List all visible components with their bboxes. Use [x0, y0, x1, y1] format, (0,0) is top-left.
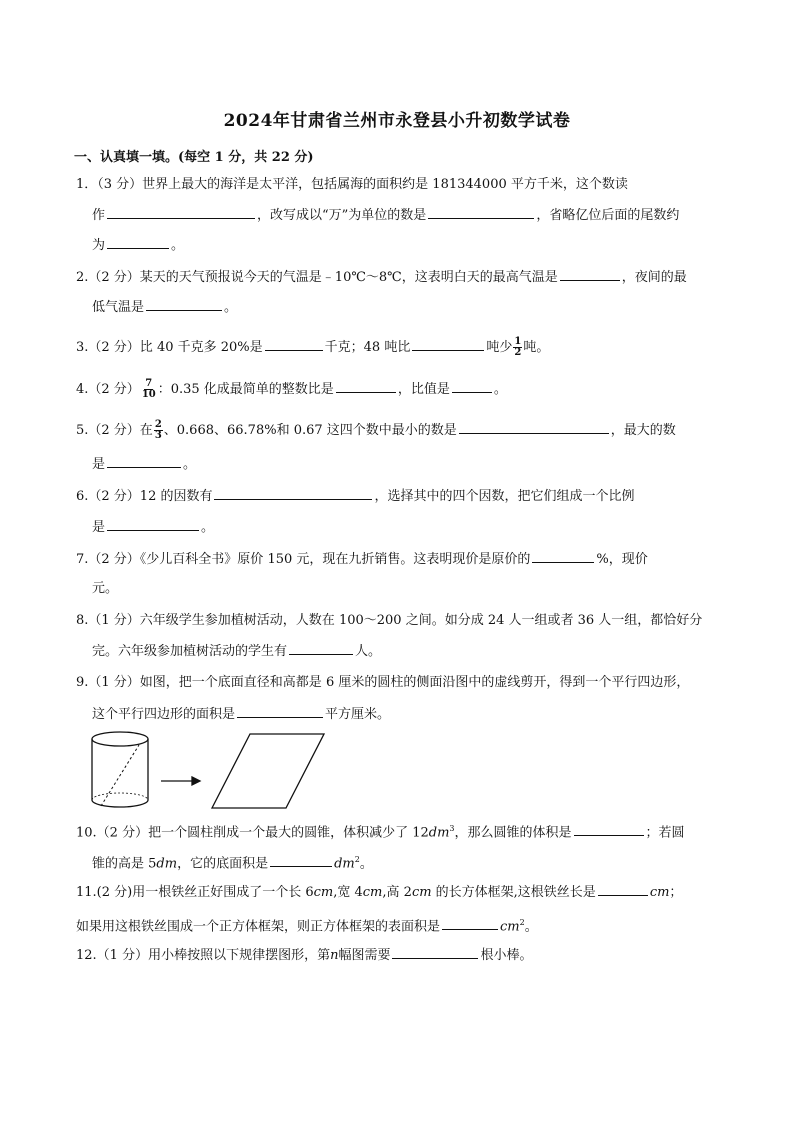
answer-blank[interactable] — [107, 236, 169, 249]
cylinder-shape — [92, 732, 148, 807]
page-title: 2024年甘肃省兰州市永登县小升初数学试卷 — [223, 111, 571, 131]
fraction: $\frac{2}{3}$ — [154, 419, 162, 441]
question-5-line-1: 5.（2 分）在 $\frac{2}{3}$ 、0.668、66.78%和 0.67 这四个数中最小的数是 ，最大的数 — [76, 419, 676, 441]
question-12: 12.（1 分）用小棒按照以下规律摆图形，第n幅图需要 根小棒。 — [76, 948, 533, 963]
answer-blank[interactable] — [265, 338, 323, 351]
answer-blank[interactable] — [532, 550, 594, 563]
question-6-line-1: 6.（2 分）12 的因数有 ，选择其中的四个因数，把它们组成一个比例 — [76, 489, 635, 504]
answer-blank[interactable] — [392, 946, 478, 959]
cylinder-to-parallelogram-figure — [88, 728, 328, 814]
question-8-line-1: 8.（1 分）六年级学生参加植树活动，人数在 100～200 之间。如分成 24 人一组或者 36 人一组，都恰好分 — [76, 613, 703, 628]
answer-blank[interactable] — [560, 268, 620, 281]
answer-blank[interactable] — [107, 206, 255, 219]
answer-blank[interactable] — [107, 518, 199, 531]
fraction: $\frac{7}{10}$ — [141, 378, 156, 400]
question-11-line-1: 11.(2 分)用一根铁丝正好围成了一个长 6cm,宽 4cm,高 2cm 的长方体框架,这根铁丝长是 cm； — [76, 885, 683, 900]
question-10-line-1: 10.（2 分）把一个圆柱削成一个最大的圆锥，体积减少了 $12dm^3$，那么圆锥的体积是 ；若圆 — [76, 824, 685, 841]
parallelogram-shape — [212, 734, 324, 808]
question-7-line-2: 元。 — [92, 581, 119, 596]
question-7-line-1: 7.（2 分）《少儿百科全书》原价 150 元，现在九折销售。这表明现价是原价的 %，现价 — [76, 552, 648, 567]
question-5-line-2: 是 。 — [92, 457, 197, 472]
answer-blank[interactable] — [598, 883, 648, 896]
question-1-line-2: 作 ，改写成以“万”为单位的数是 ，省略亿位后面的尾数约 — [92, 208, 680, 223]
question-9-line-2: 这个平行四边形的面积是 平方厘米。 — [92, 707, 391, 722]
question-9-line-1: 9.（1 分）如图，把一个底面直径和高都是 6 厘米的圆柱的侧面沿图中的虚线剪开，得到一个平行四边形， — [76, 675, 690, 690]
answer-blank[interactable] — [107, 455, 181, 468]
answer-blank[interactable] — [237, 705, 323, 718]
answer-blank[interactable] — [459, 421, 609, 434]
question-10-line-2: 锥的高是 5dm，它的底面积是 $dm^2$。 — [92, 855, 373, 872]
arrow-icon — [161, 777, 200, 785]
answer-blank[interactable] — [428, 206, 534, 219]
answer-blank[interactable] — [412, 338, 484, 351]
section-heading: 一、认真填一填。(每空 1 分，共 22 分) — [74, 150, 314, 165]
fraction: $\frac{1}{2}$ — [514, 336, 522, 358]
answer-blank[interactable] — [214, 487, 372, 500]
answer-blank[interactable] — [452, 380, 492, 393]
answer-blank[interactable] — [336, 380, 396, 393]
question-11-line-2: 如果用这根铁丝围成一个正方体框架，则正方体框架的表面积是 $cm^2$。 — [76, 918, 538, 935]
question-2-line-1: 2.（2 分）某天的天气预报说今天的气温是﹣10℃～8℃，这表明白天的最高气温是 ，夜间的最 — [76, 270, 687, 285]
question-1-line-1: 1．（3 分）世界上最大的海洋是太平洋，包括属海的面积约是 181344000 平方千米，这个数读 — [76, 177, 628, 192]
question-2-line-2: 低气温是 。 — [92, 300, 238, 315]
answer-blank[interactable] — [442, 917, 498, 930]
question-1-line-3: 为 。 — [92, 238, 185, 253]
question-8-line-2: 完。六年级参加植树活动的学生有 人。 — [92, 644, 382, 659]
question-3: 3.（2 分）比 40 千克多 20%是 千克；48 吨比 吨少 $\frac{1}{2}$ 吨。 — [76, 336, 550, 358]
answer-blank[interactable] — [574, 823, 644, 836]
answer-blank[interactable] — [146, 298, 222, 311]
question-4: 4.（2 分） $\frac{7}{10}$ ：0.35 化成最简单的整数比是 ，比值是 。 — [76, 378, 507, 400]
answer-blank[interactable] — [289, 642, 353, 655]
answer-blank[interactable] — [270, 854, 332, 867]
question-6-line-2: 是 。 — [92, 520, 215, 535]
